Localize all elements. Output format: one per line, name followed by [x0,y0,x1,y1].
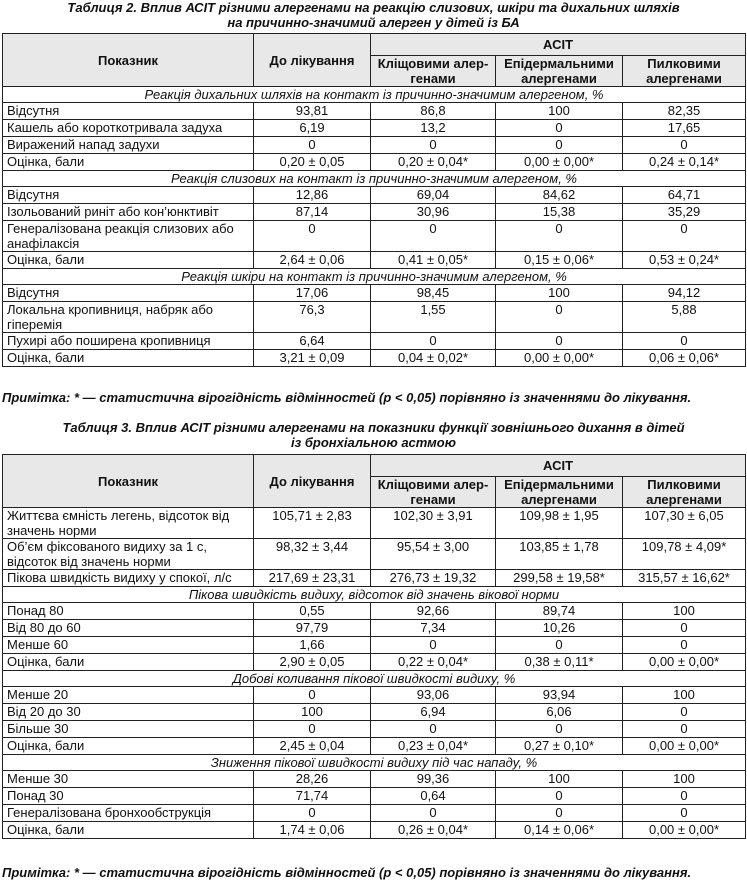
cell-value: 0 [371,221,496,252]
cell-value: 0 [496,137,623,154]
table2-note [2,390,691,405]
row-label: Генералізована реакція слизових або анафілаксія [3,221,254,252]
row-label: Генералізована бронхообструкція [3,805,254,822]
cell-value: 0,00 ± 0,00* [623,822,746,839]
cell-value: 0,00 ± 0,00* [623,738,746,755]
table-row [3,508,746,539]
cell-value: 0 [623,137,746,154]
table-row [3,302,746,333]
cell-value: 102,30 ± 3,91 [371,508,496,539]
cell-value: 98,32 ± 3,44 [254,539,371,570]
row-label: Виражений напад задухи [3,137,254,154]
cell-value: 71,74 [254,788,371,805]
cell-value: 100 [496,103,623,120]
cell-value: 0 [623,637,746,654]
cell-value: 0 [371,805,496,822]
section-title: Пікова швидкість видиху, відсоток від значень вікової норми [3,587,746,603]
cell-value: 6,64 [254,333,371,350]
cell-value: 30,96 [371,204,496,221]
cell-value: 97,79 [254,620,371,637]
cell-value: 94,12 [623,285,746,302]
cell-value: 92,66 [371,603,496,620]
row-label: Кашель або короткотривала задуха [3,120,254,137]
cell-value: 0 [623,721,746,738]
cell-value: 100 [254,704,371,721]
cell-value: 93,81 [254,103,371,120]
cell-value: 0,23 ± 0,04* [371,738,496,755]
row-label: Відсутня [3,103,254,120]
cell-value: 28,26 [254,771,371,788]
cell-value: 2,64 ± 0,06 [254,252,371,269]
cell-value: 0 [623,704,746,721]
cell-value: 13,2 [371,120,496,137]
header-indicator: Показник [3,455,254,508]
table-row [3,539,746,570]
cell-value: 100 [623,687,746,704]
cell-value: 0 [496,120,623,137]
cell-value: 0 [496,637,623,654]
cell-value: 0 [623,805,746,822]
section-row [3,87,746,103]
row-label: Менше 20 [3,687,254,704]
cell-value: 0 [496,221,623,252]
table-row [3,120,746,137]
cell-value: 0 [623,221,746,252]
row-label: Відсутня [3,187,254,204]
cell-value: 0,38 ± 0,11* [496,654,623,671]
cell-value: 86,8 [371,103,496,120]
cell-value: 299,58 ± 19,58* [496,570,623,587]
cell-value: 0,06 ± 0,06* [623,350,746,367]
header-pollen: Пилковими алергенами [623,56,746,87]
section-title: Добові коливання пікової швидкості видиху, % [3,671,746,687]
cell-value: 87,14 [254,204,371,221]
row-label: Понад 30 [3,788,254,805]
row-label: Оцінка, бали [3,654,254,671]
header-before: До лікування [254,455,371,508]
row-label: Пікова швидкість видиху у спокої, л/с [3,570,254,587]
cell-value: 100 [623,603,746,620]
row-label: Менше 30 [3,771,254,788]
header-mite: Кліщовими алер-генами [371,56,496,87]
cell-value: 64,71 [623,187,746,204]
cell-value: 315,57 ± 16,62* [623,570,746,587]
cell-value: 10,26 [496,620,623,637]
table-row [3,721,746,738]
row-label: Менше 60 [3,637,254,654]
cell-value: 109,78 ± 4,09* [623,539,746,570]
row-label: Відсутня [3,285,254,302]
cell-value: 95,54 ± 3,00 [371,539,496,570]
cell-value: 0,27 ± 0,10* [496,738,623,755]
cell-value: 0,64 [371,788,496,805]
cell-value: 0,26 ± 0,04* [371,822,496,839]
table-row [3,137,746,154]
cell-value: 0,41 ± 0,05* [371,252,496,269]
table-row [3,805,746,822]
cell-value: 0,55 [254,603,371,620]
cell-value: 7,34 [371,620,496,637]
cell-value: 3,21 ± 0,09 [254,350,371,367]
table3 [2,454,746,839]
row-label: Оцінка, бали [3,252,254,269]
table2-caption [0,0,747,30]
cell-value: 84,62 [496,187,623,204]
row-label: Більше 30 [3,721,254,738]
cell-value: 0 [254,687,371,704]
table-row [3,103,746,120]
cell-value: 103,85 ± 1,78 [496,539,623,570]
cell-value: 0,14 ± 0,06* [496,822,623,839]
cell-value: 82,35 [623,103,746,120]
cell-value: 99,36 [371,771,496,788]
cell-value: 0 [254,137,371,154]
cell-value: 0 [623,788,746,805]
cell-value: 0 [623,333,746,350]
cell-value: 89,74 [496,603,623,620]
cell-value: 0,22 ± 0,04* [371,654,496,671]
cell-value: 0 [371,333,496,350]
row-label: Оцінка, бали [3,154,254,171]
table-row [3,822,746,839]
table-row [3,252,746,269]
table-row [3,788,746,805]
table-row [3,704,746,721]
row-label: Оцінка, бали [3,738,254,755]
cell-value: 0,00 ± 0,00* [496,154,623,171]
cell-value: 1,74 ± 0,06 [254,822,371,839]
cell-value: 0 [371,721,496,738]
table-row [3,221,746,252]
header-indicator: Показник [3,34,254,87]
table-row [3,350,746,367]
table-row [3,620,746,637]
row-label: Ізольований риніт або кон’юнктивіт [3,204,254,221]
table-row [3,771,746,788]
header-asit: АСІТ [371,34,746,56]
cell-value: 76,3 [254,302,371,333]
table3-note [2,865,691,880]
cell-value: 100 [623,771,746,788]
cell-value: 93,94 [496,687,623,704]
cell-value: 0 [496,805,623,822]
row-label: Від 20 до 30 [3,704,254,721]
cell-value: 0 [371,137,496,154]
cell-value: 69,04 [371,187,496,204]
cell-value: 0,20 ± 0,05 [254,154,371,171]
cell-value: 0,24 ± 0,14* [623,154,746,171]
cell-value: 6,94 [371,704,496,721]
cell-value: 2,90 ± 0,05 [254,654,371,671]
table3-caption-line2: із бронхіальною астмою [291,435,456,450]
cell-value: 217,69 ± 23,31 [254,570,371,587]
section-title: Реакція слизових на контакт із причинно-значимим алергеном, % [3,171,746,187]
note-label: Примітка: [2,865,71,880]
cell-value: 100 [496,771,623,788]
table-row [3,285,746,302]
cell-value: 93,06 [371,687,496,704]
cell-value: 6,06 [496,704,623,721]
section-row [3,671,746,687]
table2-caption-line1: Таблиця 2. Вплив АСІТ різними алергенами на реакцію слизових, шкіри та дихальних шляхів [67,0,680,15]
table-row [3,570,746,587]
cell-value: 0 [496,302,623,333]
cell-value: 15,38 [496,204,623,221]
cell-value: 0 [254,805,371,822]
cell-value: 0,00 ± 0,00* [496,350,623,367]
header-mite: Кліщовими алер-генами [371,477,496,508]
cell-value: 0,04 ± 0,02* [371,350,496,367]
row-label: Пухирі або поширена кропивниця [3,333,254,350]
section-row [3,755,746,771]
cell-value: 98,45 [371,285,496,302]
header-before: До лікування [254,34,371,87]
cell-value: 109,98 ± 1,95 [496,508,623,539]
row-label: Локальна кропивниця, набряк або гіперемія [3,302,254,333]
cell-value: 0 [496,721,623,738]
section-title: Зниження пікової швидкості видиху під час нападу, % [3,755,746,771]
table-row [3,654,746,671]
cell-value: 0 [496,333,623,350]
note-text: * — статистична вірогідність відмінностей (p < 0,05) порівняно із значеннями до лікування. [70,390,692,405]
header-epidermal: Епідермальними алергенами [496,56,623,87]
cell-value: 0 [623,620,746,637]
cell-value: 107,30 ± 6,05 [623,508,746,539]
table2 [2,33,746,367]
row-label: Оцінка, бали [3,350,254,367]
cell-value: 17,06 [254,285,371,302]
note-label: Примітка: [2,390,71,405]
section-title: Реакція шкіри на контакт із причинно-значимим алергеном, % [3,269,746,285]
cell-value: 0 [254,721,371,738]
row-label: Оцінка, бали [3,822,254,839]
row-label: Понад 80 [3,603,254,620]
cell-value: 1,55 [371,302,496,333]
section-row [3,269,746,285]
table-row [3,603,746,620]
table-row [3,333,746,350]
section-title: Реакція дихальних шляхів на контакт із причинно-значимим алергеном, % [3,87,746,103]
cell-value: 276,73 ± 19,32 [371,570,496,587]
table3-caption [0,420,747,450]
table-row [3,154,746,171]
cell-value: 12,86 [254,187,371,204]
cell-value: 35,29 [623,204,746,221]
cell-value: 1,66 [254,637,371,654]
cell-value: 2,45 ± 0,04 [254,738,371,755]
header-epidermal: Епідермальними алергенами [496,477,623,508]
cell-value: 5,88 [623,302,746,333]
cell-value: 100 [496,285,623,302]
cell-value: 0,20 ± 0,04* [371,154,496,171]
note-text: * — статистична вірогідність відмінностей (p < 0,05) порівняно із значеннями до лікування. [70,865,692,880]
table-row [3,204,746,221]
section-row [3,171,746,187]
table3-caption-line1: Таблиця 3. Вплив АСІТ різними алергенами на показники функції зовнішнього дихання в дітей [62,420,685,435]
cell-value: 0,53 ± 0,24* [623,252,746,269]
table-row [3,187,746,204]
table-row [3,637,746,654]
cell-value: 105,71 ± 2,83 [254,508,371,539]
row-label: Життєва ємність легень, відсоток від значень норми [3,508,254,539]
header-pollen: Пилковими алергенами [623,477,746,508]
table2-caption-line2: на причинно-значимий алерген у дітей із БА [227,15,520,30]
cell-value: 17,65 [623,120,746,137]
table-row [3,687,746,704]
table-row [3,738,746,755]
row-label: Від 80 до 60 [3,620,254,637]
header-asit: АСІТ [371,455,746,477]
cell-value: 0,00 ± 0,00* [623,654,746,671]
cell-value: 0 [496,788,623,805]
cell-value: 0,15 ± 0,06* [496,252,623,269]
cell-value: 0 [254,221,371,252]
cell-value: 6,19 [254,120,371,137]
cell-value: 0 [371,637,496,654]
section-row [3,587,746,603]
row-label: Об’єм фіксованого видиху за 1 с, відсоток від значень норми [3,539,254,570]
